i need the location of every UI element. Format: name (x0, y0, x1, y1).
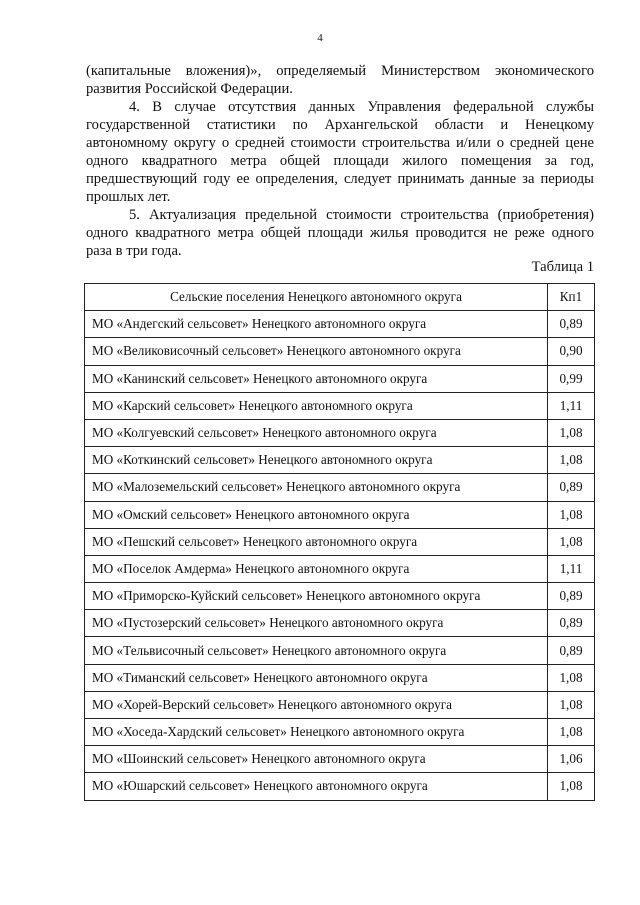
table-row (85, 746, 595, 773)
settlement-name-cell: МО «Пустозерский сельсовет» Ненецкого автономного округа (85, 610, 548, 637)
table-row (85, 474, 595, 501)
coefficient-value-cell: 1,11 (548, 555, 595, 582)
table-row (85, 419, 595, 446)
settlement-name-cell: МО «Карский сельсовет» Ненецкого автономного округа (85, 392, 548, 419)
coefficient-value-cell: 1,08 (548, 773, 595, 800)
settlement-name-cell: МО «Приморско-Куйский сельсовет» Ненецкого автономного округа (85, 583, 548, 610)
table-row (85, 637, 595, 664)
settlement-name-cell: МО «Омский сельсовет» Ненецкого автономного округа (85, 501, 548, 528)
table-row (85, 338, 595, 365)
page-number: 4 (317, 32, 323, 44)
table-caption: Таблица 1 (531, 259, 594, 275)
coefficient-value-cell: 0,89 (548, 637, 595, 664)
settlement-name-cell: МО «Шоинский сельсовет» Ненецкого автономного округа (85, 746, 548, 773)
coefficient-value-cell: 1,06 (548, 746, 595, 773)
coefficient-value-cell: 0,89 (548, 474, 595, 501)
coefficient-value-cell: 1,11 (548, 392, 595, 419)
settlement-name-cell: МО «Малоземельский сельсовет» Ненецкого автономного округа (85, 474, 548, 501)
settlement-name-cell: МО «Поселок Амдерма» Ненецкого автономного округа (85, 555, 548, 582)
coefficient-value-cell: 1,08 (548, 419, 595, 446)
coefficient-value-cell: 1,08 (548, 528, 595, 555)
table-row (85, 583, 595, 610)
coefficient-value-cell: 0,90 (548, 338, 595, 365)
table-row (85, 311, 595, 338)
table-row (85, 664, 595, 691)
table-row (85, 501, 595, 528)
table-row (85, 610, 595, 637)
coefficient-value-cell: 0,89 (548, 610, 595, 637)
paragraph-capital-investments: (капитальные вложения)», определяемый Министерством экономического развития Российской Федерации. (86, 63, 594, 97)
settlement-name-cell: МО «Пешский сельсовет» Ненецкого автономного округа (85, 528, 548, 555)
coefficient-value-cell: 1,08 (548, 447, 595, 474)
coefficient-value-cell: 1,08 (548, 719, 595, 746)
settlement-name-cell: МО «Андегский сельсовет» Ненецкого автономного округа (85, 311, 548, 338)
table-header-row (85, 284, 595, 311)
coefficient-value-cell: 0,99 (548, 365, 595, 392)
settlement-name-cell: МО «Колгуевский сельсовет» Ненецкого автономного округа (85, 419, 548, 446)
coefficient-value-cell: 1,08 (548, 664, 595, 691)
paragraph-4: 4. В случае отсутствия данных Управления федеральной службы государственной статистики по Архангельской области и Ненецкому автономному округу о средней стоимости строительства и/или о средней цене одного квадратного метра общей площади жилого помещения за год, предшествующий году ее определения, следует принимать данные за периоды прошлых лет. (86, 99, 594, 205)
table-row (85, 719, 595, 746)
settlement-name-cell: МО «Хоседа-Хардский сельсовет» Ненецкого автономного округа (85, 719, 548, 746)
settlement-name-cell: МО «Юшарский сельсовет» Ненецкого автономного округа (85, 773, 548, 800)
table-row (85, 365, 595, 392)
table-row (85, 528, 595, 555)
coefficient-value-cell: 1,08 (548, 691, 595, 718)
table-row (85, 392, 595, 419)
table-row (85, 773, 595, 800)
coefficient-value-cell: 0,89 (548, 311, 595, 338)
settlement-name-cell: МО «Канинский сельсовет» Ненецкого автономного округа (85, 365, 548, 392)
table-row (85, 555, 595, 582)
settlement-name-cell: МО «Коткинский сельсовет» Ненецкого автономного округа (85, 447, 548, 474)
settlement-name-cell: МО «Великовисочный сельсовет» Ненецкого автономного округа (85, 338, 548, 365)
settlement-name-cell: МО «Хорей-Верский сельсовет» Ненецкого автономного округа (85, 691, 548, 718)
table-row (85, 447, 595, 474)
header-coefficient: Кп1 (548, 284, 595, 311)
settlement-name-cell: МО «Тиманский сельсовет» Ненецкого автономного округа (85, 664, 548, 691)
paragraph-5: 5. Актуализация предельной стоимости строительства (приобретения) одного квадратного метра общей площади жилья проводится не реже одного раза в три года. (86, 207, 594, 259)
coefficient-value-cell: 1,08 (548, 501, 595, 528)
coefficient-table (84, 283, 595, 801)
table-row (85, 691, 595, 718)
body-text (86, 62, 594, 260)
settlement-name-cell: МО «Тельвисочный сельсовет» Ненецкого автономного округа (85, 637, 548, 664)
coefficient-value-cell: 0,89 (548, 583, 595, 610)
table-body (85, 311, 595, 800)
header-settlements: Сельские поселения Ненецкого автономного округа (85, 284, 548, 311)
